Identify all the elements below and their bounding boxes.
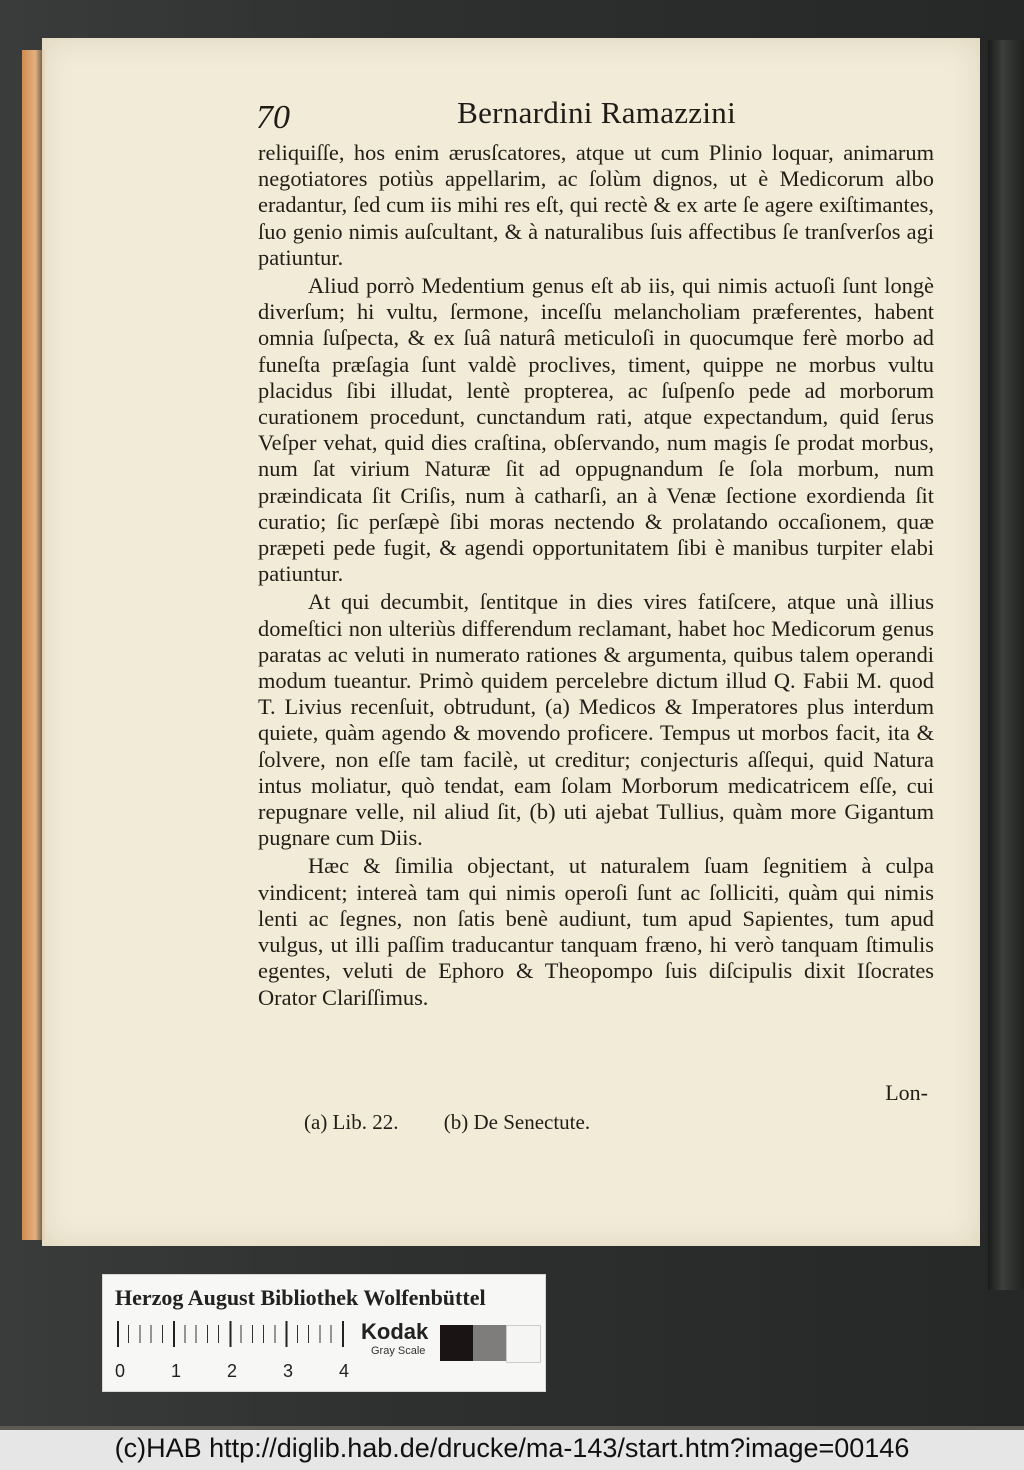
paragraph-3: At qui decumbit, ſentitque in dies vires fatiſcere, atque unà illius domeſtici non ulteriùs differendum reclamant, habet hoc Medicorum genus paratas ac veluti in numerato rationes & argumenta, quibus talem operandi modum tueantur. Primò quidem percelebre dictum illud Q. Fabii M. quod T. Livius recenſuit, obtrudunt, (a) Medicos & Imperatores plus interdum quiete, quàm agendo & movendo proficere. Tempus ut morbos facit, ita & ſolvere, non eſſe tam facilè, ut creditur; conjecturis aſſequi, quid Natura intus moliatur, quò tendat, eam ſolam Morborum medicatricem eſſe, cui repugnare velle, nil aliud ſit, (b) uti ajebat Tullius, quàm more Gigantum pugnare cum Diis. xyxy=(258,589,934,851)
ruler-major-ticks xyxy=(117,1321,349,1347)
page-number: 70 xyxy=(256,99,290,136)
color-target-card xyxy=(102,1274,546,1392)
paragraph-2: Aliud porrò Medentium genus eſt ab iis, qui nimis actuoſi ſunt longè diverſum; hi vultu, ſermone, inceſſu melancholiam præferentes, habent omnia ſuſpecta, & ex ſuâ naturâ meticuloſi in quocumque ferè morbo ad funeſta præſagia ſunt valdè proclives, timent, quippe ne morbus vultu placidus ſibi illudat, lentè propterea, ac ſuſpenſo pede ad morborum curationem procedunt, cunctandum rati, atque expectandum, quid ſerus Veſper vehat, quid dies craſtina, obſervando, num magis ſe prodat morbus, num ſat virium Naturæ ſit ad oppugnandum ſe ſola morbum, num præindicata ſit Criſis, num à catharſi, an à Venæ ſectione exordienda ſit curatio; ſic perſæpè ſibi moras nectendo & prolatando occaſionem, quæ præpeti pede fugit, & agendi opportunitatem ſibi è manibus turpiter elabi patiuntur. xyxy=(258,273,934,587)
gray-swatch-black xyxy=(440,1325,473,1361)
ruler-label: 0 xyxy=(115,1361,126,1381)
gray-swatch-mid xyxy=(473,1325,506,1361)
ruler-label: 3 xyxy=(283,1361,294,1381)
paragraph-1: reliquiſſe, hos enim ærusſcatores, atque ut cum Plinio loquar, animarum negotiatores potiùs appellarim, ac ſolùm dignos, ut è Medicorum albo eradantur, ſed cum iis mihi res eſt, qui rectè & ex arte ſe agere exiſtimantes, ſuo genio nimis auſcultant, & à naturalibus ſuis affectibus ſe tranſverſos agi patiuntur. xyxy=(258,140,934,270)
running-head xyxy=(256,95,736,135)
catchword: Lon- xyxy=(885,1080,928,1105)
footnote-a: (a) Lib. 22. xyxy=(304,1110,399,1134)
body-text xyxy=(258,140,934,1011)
gray-swatch-white xyxy=(506,1325,541,1363)
paragraph-4: Hæc & ſimilia objectant, ut naturalem ſuam ſegnitiem à culpa vindicent; intereà tam qui nimis operoſi ſunt ac ſolliciti, quàm qui nimis lenti ac ſegnes, non ſatis benè audiunt, tum apud Sapientes, tum apud vulgus, ut illi paſſim traducantur tanquam fræno, hi verò tanquam ſtimulis egentes, veluti de Ephoro & Theopompo ſuis diſcipulis dixit Iſocrates Orator Clariſſimus. xyxy=(258,853,934,1010)
ruler-label: 4 xyxy=(339,1361,350,1381)
ruler-label: 1 xyxy=(171,1361,182,1381)
footnote-b: (b) De Senectute. xyxy=(443,1110,591,1134)
source-url-bar xyxy=(0,1430,1024,1470)
ruler-label: 2 xyxy=(227,1361,238,1381)
page-edge xyxy=(988,40,1024,1290)
page-stain xyxy=(22,50,46,1240)
source-url: (c)HAB http://diglib.hab.de/drucke/ma-143/start.htm?image=00146 xyxy=(114,1433,910,1463)
kodak-logo: Kodak xyxy=(361,1319,429,1344)
footnotes xyxy=(304,1110,630,1135)
gray-scale-label: Gray Scale xyxy=(371,1345,426,1357)
library-name: Herzog August Bibliothek Wolfenbüttel xyxy=(115,1285,486,1310)
running-title: Bernardini Ramazzini xyxy=(457,95,736,130)
